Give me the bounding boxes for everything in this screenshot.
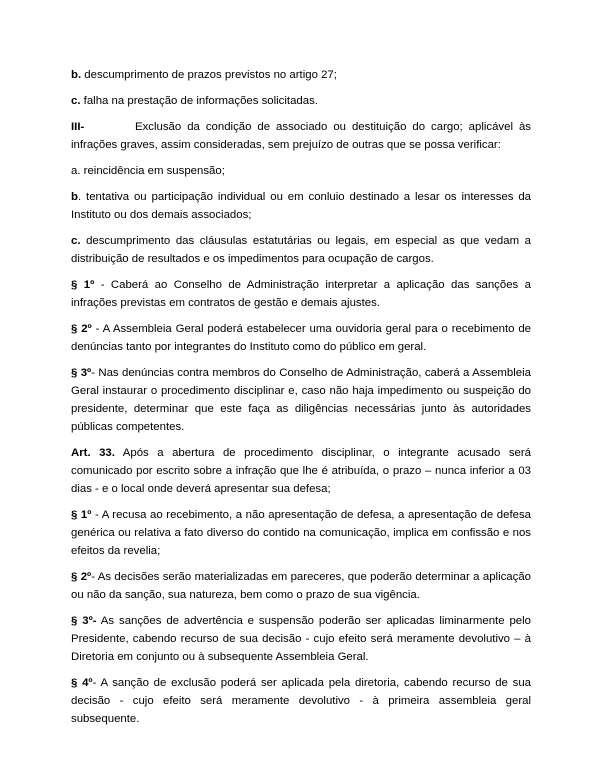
paragraph-article-33 <box>71 444 531 498</box>
section-text: - A Assembleia Geral poderá estabelecer uma ouvidoria geral para o recebimento de denúncias tanto por integrantes do Instituto como do público em geral. <box>71 323 531 353</box>
paragraph-section-1 <box>71 276 531 312</box>
paragraph-item-a-reincidencia <box>71 162 531 180</box>
section-label: § 4º <box>71 677 93 689</box>
section-text: - Nas denúncias contra membros do Conselho de Administração, caberá a Assembleia Geral instaurar o procedimento disciplinar e, caso não haja impedimento ou suspeição do presidente, determinar que este faça as diligências necessárias junto às autoridades públicas competentes. <box>71 367 531 433</box>
paragraph-art33-section-1 <box>71 506 531 560</box>
paragraph-item-c-descumprimento <box>71 232 531 268</box>
paragraph-art33-section-2 <box>71 568 531 604</box>
item-label: b <box>71 191 78 203</box>
paragraph-art33-section-3 <box>71 612 531 666</box>
item-label: c. <box>71 95 81 107</box>
section-text: - A recusa ao recebimento, a não apresentação de defesa, a apresentação de defesa genérica ou relativa a fato diverso do contido na comunicação, implica em confissão e nos efeitos da revelia; <box>71 509 532 557</box>
item-text: . reincidência em suspensão; <box>77 165 225 177</box>
paragraph-art33-section-4 <box>71 674 531 728</box>
item-label: a <box>71 165 78 177</box>
section-label: § 2º <box>71 571 92 583</box>
item-label: b. <box>71 69 82 81</box>
section-text: - As decisões serão materializadas em pareceres, que poderão determinar a aplicação ou não da sanção, sua natureza, bem como o prazo de sua vigência. <box>71 571 531 601</box>
paragraph-item-c-falha <box>71 92 531 110</box>
article-label: Art. 33. <box>71 447 115 459</box>
section-text: - A sanção de exclusão poderá ser aplicada pela diretoria, cabendo recurso de sua decisão - cujo efeito será meramente devolutivo - à primeira assembleia geral subsequente. <box>71 677 531 725</box>
section-label: § 1º <box>71 509 92 521</box>
section-label: § 2º <box>71 323 92 335</box>
item-text: descumprimento de prazos previstos no artigo 27; <box>81 69 337 81</box>
item-label: c. <box>71 235 81 247</box>
section-text: As sanções de advertência e suspensão poderão ser aplicadas liminarmente pelo Presidente, cabendo recurso de sua decisão - cujo efeito será meramente devolutivo – à Diretoria em conjunto ou à subsequente Assembleia Geral. <box>71 615 531 663</box>
article-text: Após a abertura de procedimento disciplinar, o integrante acusado será comunicado por escrito sobre a infração que lhe é atribuída, o prazo – nunca inferior a 03 dias - e o local onde deverá apresentar sua defesa; <box>71 447 531 495</box>
section-label: § 1º <box>71 279 95 291</box>
section-label: § 3º- <box>71 615 97 627</box>
item-text: falha na prestação de informações solicitadas. <box>80 95 318 107</box>
section-text: - Caberá ao Conselho de Administração interpretar a aplicação das sanções a infrações previstas em contratos de gestão e demais ajustes. <box>71 279 532 309</box>
item-text: . tentativa ou participação individual ou em conluio destinado a lesar os interesses da Instituto ou dos demais associados; <box>71 191 531 221</box>
paragraph-item-iii-exclusao <box>71 118 531 154</box>
paragraph-item-b-prazos <box>71 66 531 84</box>
paragraph-section-3 <box>71 364 531 436</box>
item-text: descumprimento das cláusulas estatutárias ou legais, em especial as que vedam a distribuição de resultados e os impedimentos para ocupação de cargos. <box>71 235 531 265</box>
paragraph-section-2 <box>71 320 531 356</box>
section-label: § 3º <box>71 367 92 379</box>
document-page <box>71 66 531 736</box>
item-label: III- <box>71 121 85 133</box>
paragraph-item-b-tentativa <box>71 188 531 224</box>
item-text: Exclusão da condição de associado ou destituição do cargo; aplicável às infrações graves, assim consideradas, sem prejuízo de outras que se possa verificar: <box>71 121 531 151</box>
